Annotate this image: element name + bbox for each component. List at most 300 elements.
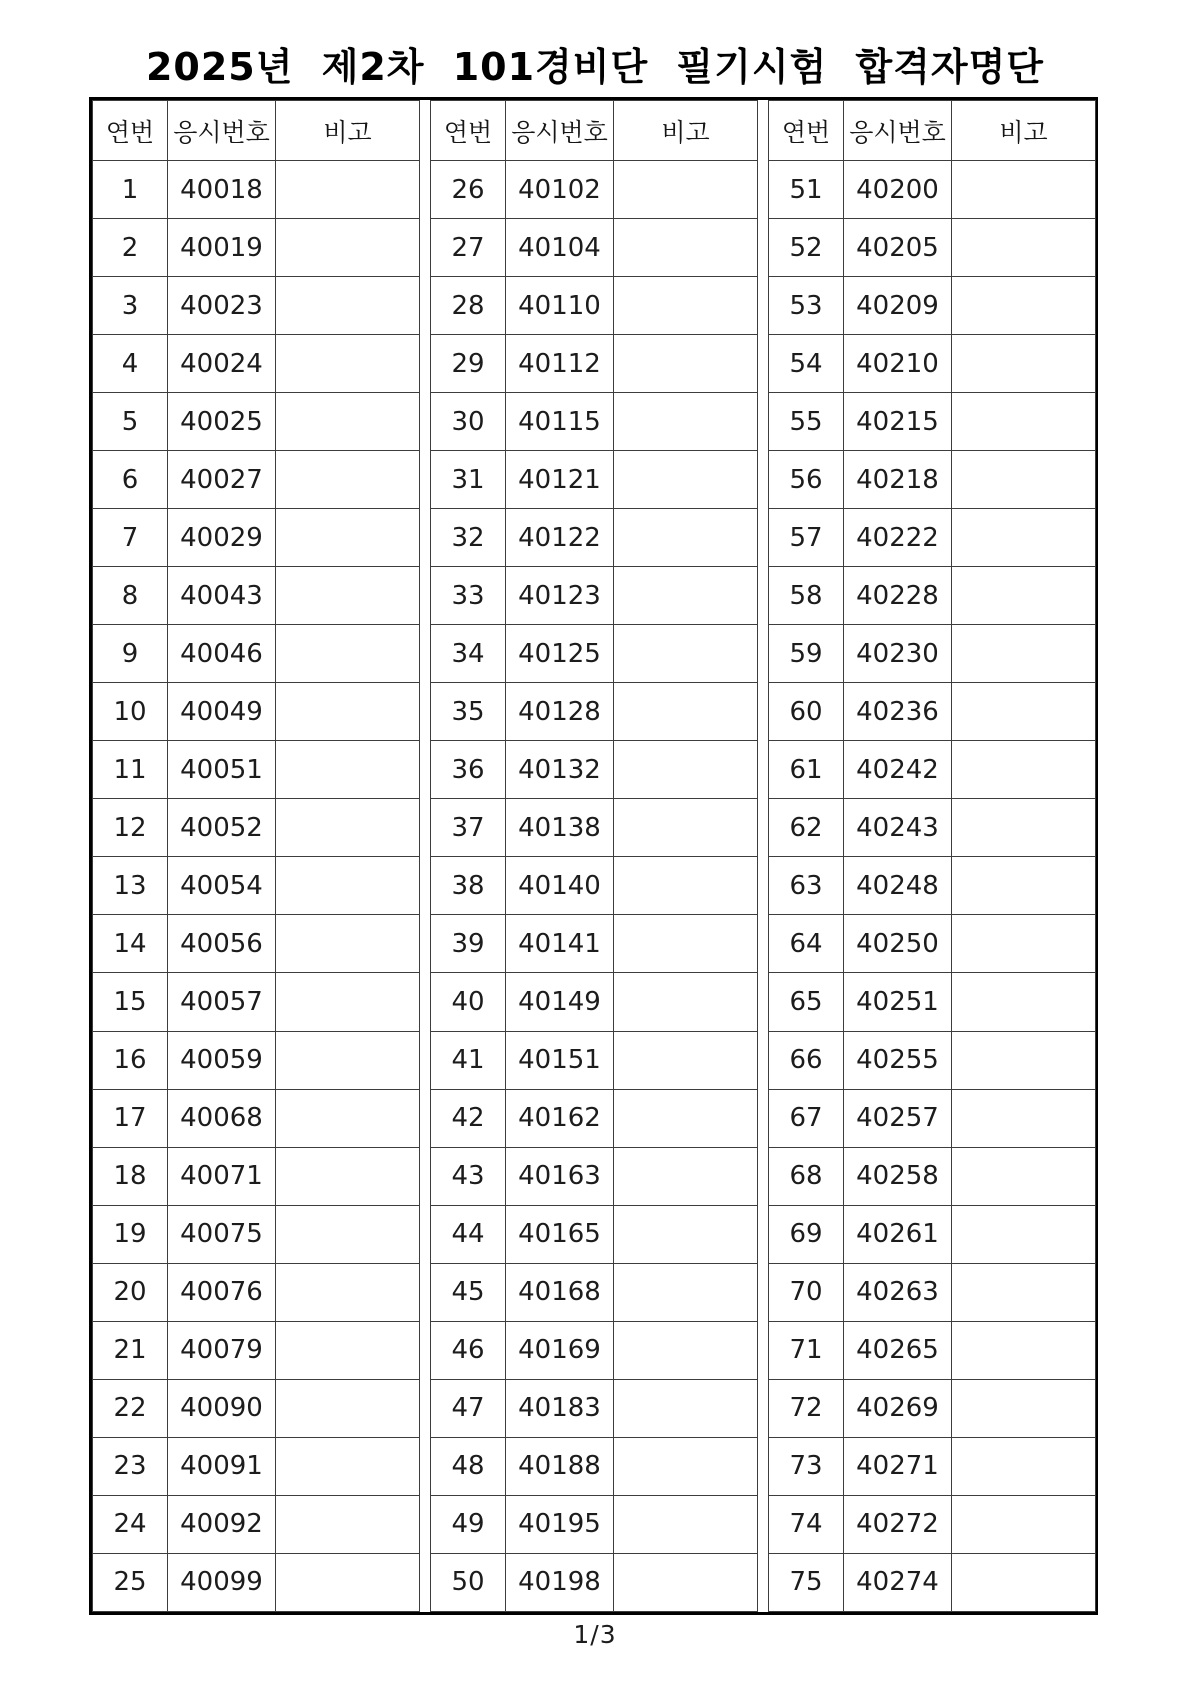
table-row [769,567,1096,625]
remark-cell [276,1263,420,1321]
table-row [431,335,758,393]
remark-cell [952,1553,1096,1611]
serial-cell: 39 [431,915,506,973]
remark-cell [614,1031,758,1089]
exam-number-cell: 40090 [168,1379,276,1437]
exam-number-cell: 40151 [506,1031,614,1089]
remark-cell [952,277,1096,335]
remark-cell [276,683,420,741]
table-row [431,1495,758,1553]
exam-number-cell: 40054 [168,857,276,915]
column-header: 비고 [952,101,1096,161]
exam-number-cell: 40076 [168,1263,276,1321]
remark-cell [952,335,1096,393]
exam-number-cell: 40019 [168,219,276,277]
serial-cell: 42 [431,1089,506,1147]
serial-cell: 57 [769,509,844,567]
table-row [769,335,1096,393]
serial-cell: 37 [431,799,506,857]
table-row [93,335,420,393]
remark-cell [952,1379,1096,1437]
remark-cell [614,1321,758,1379]
exam-number-cell: 40079 [168,1321,276,1379]
serial-cell: 56 [769,451,844,509]
exam-number-cell: 40195 [506,1495,614,1553]
exam-number-cell: 40165 [506,1205,614,1263]
table-row [93,1089,420,1147]
table-row [93,567,420,625]
remark-cell [276,1379,420,1437]
table-row [93,1205,420,1263]
serial-cell: 3 [93,277,168,335]
table-row [769,1379,1096,1437]
page-title: 2025년 제2차 101경비단 필기시험 합격자명단 [145,45,1045,89]
serial-cell: 11 [93,741,168,799]
table-row [769,1147,1096,1205]
exam-number-cell: 40242 [844,741,952,799]
remark-cell [276,1205,420,1263]
table-row [93,219,420,277]
exam-number-cell: 40272 [844,1495,952,1553]
serial-cell: 73 [769,1437,844,1495]
pass-list-group [768,100,1096,1612]
serial-cell: 32 [431,509,506,567]
exam-number-cell: 40274 [844,1553,952,1611]
exam-number-cell: 40257 [844,1089,952,1147]
pass-list-group [92,100,420,1612]
serial-cell: 46 [431,1321,506,1379]
table-row [769,973,1096,1031]
exam-number-cell: 40248 [844,857,952,915]
exam-number-cell: 40261 [844,1205,952,1263]
table-row [431,1553,758,1611]
remark-cell [614,683,758,741]
serial-cell: 19 [93,1205,168,1263]
remark-cell [952,1321,1096,1379]
table-row [431,1437,758,1495]
pass-list-table [89,97,1098,1615]
table-row [431,857,758,915]
exam-number-cell: 40210 [844,335,952,393]
serial-cell: 67 [769,1089,844,1147]
table-row [769,1553,1096,1611]
table-row [93,625,420,683]
table-row [431,625,758,683]
remark-cell [614,857,758,915]
table-row [93,1437,420,1495]
table-row [431,567,758,625]
exam-number-cell: 40128 [506,683,614,741]
table-row [769,509,1096,567]
exam-number-cell: 40049 [168,683,276,741]
table-row [769,1031,1096,1089]
exam-number-cell: 40052 [168,799,276,857]
exam-number-cell: 40271 [844,1437,952,1495]
serial-cell: 10 [93,683,168,741]
exam-number-cell: 40024 [168,335,276,393]
exam-number-cell: 40043 [168,567,276,625]
table-row [769,1321,1096,1379]
table-row [769,451,1096,509]
remark-cell [952,1147,1096,1205]
exam-number-cell: 40123 [506,567,614,625]
exam-number-cell: 40141 [506,915,614,973]
remark-cell [276,1321,420,1379]
table-row [93,509,420,567]
serial-cell: 68 [769,1147,844,1205]
remark-cell [614,1553,758,1611]
serial-cell: 27 [431,219,506,277]
table-row [769,1263,1096,1321]
serial-cell: 1 [93,161,168,219]
remark-cell [614,741,758,799]
remark-cell [276,857,420,915]
table-row [769,857,1096,915]
serial-cell: 60 [769,683,844,741]
table-row [769,1205,1096,1263]
table-row [769,393,1096,451]
remark-cell [276,1031,420,1089]
table-row [93,799,420,857]
exam-number-cell: 40149 [506,973,614,1031]
exam-number-cell: 40169 [506,1321,614,1379]
exam-number-cell: 40243 [844,799,952,857]
remark-cell [614,219,758,277]
remark-cell [276,915,420,973]
column-header: 응시번호 [844,101,952,161]
table-row [431,915,758,973]
remark-cell [614,393,758,451]
remark-cell [276,393,420,451]
exam-number-cell: 40183 [506,1379,614,1437]
remark-cell [614,1379,758,1437]
serial-cell: 8 [93,567,168,625]
remark-cell [276,1553,420,1611]
exam-number-cell: 40198 [506,1553,614,1611]
serial-cell: 48 [431,1437,506,1495]
table-row [93,277,420,335]
remark-cell [276,509,420,567]
table-row [769,741,1096,799]
table-row [93,1031,420,1089]
table-row [93,1263,420,1321]
exam-number-cell: 40230 [844,625,952,683]
serial-cell: 4 [93,335,168,393]
table-row [431,1321,758,1379]
table-row [431,1031,758,1089]
exam-number-cell: 40046 [168,625,276,683]
serial-cell: 31 [431,451,506,509]
table-row [431,683,758,741]
exam-number-cell: 40018 [168,161,276,219]
table-row [431,393,758,451]
remark-cell [614,1495,758,1553]
serial-cell: 70 [769,1263,844,1321]
remark-cell [952,799,1096,857]
exam-number-cell: 40251 [844,973,952,1031]
exam-number-cell: 40121 [506,451,614,509]
serial-cell: 61 [769,741,844,799]
exam-number-cell: 40059 [168,1031,276,1089]
serial-cell: 25 [93,1553,168,1611]
serial-cell: 35 [431,683,506,741]
remark-cell [952,161,1096,219]
exam-number-cell: 40209 [844,277,952,335]
serial-cell: 63 [769,857,844,915]
page-number: 1/3 [573,1620,617,1649]
remark-cell [276,741,420,799]
remark-cell [276,277,420,335]
serial-cell: 64 [769,915,844,973]
serial-cell: 36 [431,741,506,799]
table-row [93,973,420,1031]
serial-cell: 44 [431,1205,506,1263]
table-row [93,393,420,451]
remark-cell [952,393,1096,451]
serial-cell: 2 [93,219,168,277]
table-row [93,1495,420,1553]
exam-number-cell: 40092 [168,1495,276,1553]
serial-cell: 13 [93,857,168,915]
exam-number-cell: 40222 [844,509,952,567]
exam-number-cell: 40056 [168,915,276,973]
remark-cell [952,219,1096,277]
serial-cell: 9 [93,625,168,683]
table-row [769,683,1096,741]
serial-cell: 6 [93,451,168,509]
serial-cell: 15 [93,973,168,1031]
exam-number-cell: 40091 [168,1437,276,1495]
exam-number-cell: 40258 [844,1147,952,1205]
column-header: 비고 [614,101,758,161]
serial-cell: 26 [431,161,506,219]
serial-cell: 30 [431,393,506,451]
remark-cell [614,1147,758,1205]
exam-number-cell: 40023 [168,277,276,335]
remark-cell [952,1031,1096,1089]
exam-number-cell: 40188 [506,1437,614,1495]
remark-cell [952,1089,1096,1147]
exam-number-cell: 40205 [844,219,952,277]
column-header: 응시번호 [506,101,614,161]
serial-cell: 22 [93,1379,168,1437]
table-row [93,1321,420,1379]
table-row [431,277,758,335]
remark-cell [614,1437,758,1495]
table-row [769,1495,1096,1553]
serial-cell: 43 [431,1147,506,1205]
serial-cell: 28 [431,277,506,335]
table-row [769,1437,1096,1495]
serial-cell: 49 [431,1495,506,1553]
remark-cell [614,1263,758,1321]
exam-number-cell: 40099 [168,1553,276,1611]
serial-cell: 47 [431,1379,506,1437]
remark-cell [276,973,420,1031]
exam-number-cell: 40228 [844,567,952,625]
serial-cell: 72 [769,1379,844,1437]
table-row [431,1205,758,1263]
remark-cell [614,1205,758,1263]
remark-cell [614,625,758,683]
remark-cell [952,857,1096,915]
remark-cell [276,625,420,683]
exam-number-cell: 40263 [844,1263,952,1321]
table-row [93,683,420,741]
pass-list-group [430,100,758,1612]
column-header: 연번 [769,101,844,161]
serial-cell: 21 [93,1321,168,1379]
table-row [93,161,420,219]
remark-cell [952,973,1096,1031]
remark-cell [952,1205,1096,1263]
exam-number-cell: 40236 [844,683,952,741]
remark-cell [276,219,420,277]
serial-cell: 7 [93,509,168,567]
exam-number-cell: 40265 [844,1321,952,1379]
serial-cell: 45 [431,1263,506,1321]
serial-cell: 50 [431,1553,506,1611]
exam-number-cell: 40132 [506,741,614,799]
remark-cell [952,567,1096,625]
exam-number-cell: 40162 [506,1089,614,1147]
table-row [93,1379,420,1437]
table-row [769,915,1096,973]
remark-cell [614,277,758,335]
remark-cell [614,335,758,393]
serial-cell: 58 [769,567,844,625]
remark-cell [952,1263,1096,1321]
serial-cell: 59 [769,625,844,683]
remark-cell [614,799,758,857]
exam-number-cell: 40029 [168,509,276,567]
serial-cell: 17 [93,1089,168,1147]
serial-cell: 34 [431,625,506,683]
header-row [93,101,420,161]
table-row [769,799,1096,857]
exam-number-cell: 40163 [506,1147,614,1205]
table-row [431,1263,758,1321]
serial-cell: 55 [769,393,844,451]
serial-cell: 62 [769,799,844,857]
table-row [431,219,758,277]
exam-number-cell: 40110 [506,277,614,335]
serial-cell: 16 [93,1031,168,1089]
table-row [93,1553,420,1611]
remark-cell [276,1089,420,1147]
exam-number-cell: 40125 [506,625,614,683]
column-header: 연번 [431,101,506,161]
exam-number-cell: 40122 [506,509,614,567]
exam-number-cell: 40140 [506,857,614,915]
remark-cell [952,1437,1096,1495]
table-row [431,1089,758,1147]
exam-number-cell: 40075 [168,1205,276,1263]
table-row [431,973,758,1031]
serial-cell: 18 [93,1147,168,1205]
serial-cell: 54 [769,335,844,393]
remark-cell [952,1495,1096,1553]
serial-cell: 20 [93,1263,168,1321]
remark-cell [614,161,758,219]
header-row [769,101,1096,161]
table-row [93,915,420,973]
table-row [769,219,1096,277]
remark-cell [952,451,1096,509]
serial-cell: 33 [431,567,506,625]
exam-number-cell: 40112 [506,335,614,393]
exam-number-cell: 40027 [168,451,276,509]
column-header: 연번 [93,101,168,161]
serial-cell: 53 [769,277,844,335]
remark-cell [614,509,758,567]
remark-cell [952,741,1096,799]
remark-cell [952,915,1096,973]
table-row [431,1147,758,1205]
table-row [431,451,758,509]
serial-cell: 38 [431,857,506,915]
serial-cell: 5 [93,393,168,451]
remark-cell [276,799,420,857]
exam-number-cell: 40051 [168,741,276,799]
serial-cell: 29 [431,335,506,393]
remark-cell [276,1147,420,1205]
remark-cell [276,1437,420,1495]
serial-cell: 12 [93,799,168,857]
serial-cell: 40 [431,973,506,1031]
table-row [769,277,1096,335]
remark-cell [276,335,420,393]
remark-cell [276,1495,420,1553]
table-row [769,1089,1096,1147]
remark-cell [952,683,1096,741]
remark-cell [952,625,1096,683]
table-row [93,1147,420,1205]
remark-cell [614,451,758,509]
table-row [431,741,758,799]
table-row [93,451,420,509]
exam-number-cell: 40068 [168,1089,276,1147]
remark-cell [952,509,1096,567]
exam-number-cell: 40115 [506,393,614,451]
serial-cell: 23 [93,1437,168,1495]
exam-number-cell: 40200 [844,161,952,219]
exam-number-cell: 40025 [168,393,276,451]
table-row [431,1379,758,1437]
exam-number-cell: 40269 [844,1379,952,1437]
table-row [769,161,1096,219]
serial-cell: 65 [769,973,844,1031]
serial-cell: 74 [769,1495,844,1553]
serial-cell: 14 [93,915,168,973]
remark-cell [276,567,420,625]
exam-number-cell: 40168 [506,1263,614,1321]
exam-number-cell: 40250 [844,915,952,973]
serial-cell: 71 [769,1321,844,1379]
table-row [93,741,420,799]
serial-cell: 41 [431,1031,506,1089]
remark-cell [276,161,420,219]
exam-number-cell: 40138 [506,799,614,857]
column-header: 응시번호 [168,101,276,161]
exam-number-cell: 40218 [844,451,952,509]
table-row [431,799,758,857]
exam-number-cell: 40215 [844,393,952,451]
serial-cell: 66 [769,1031,844,1089]
table-row [431,161,758,219]
table-row [431,509,758,567]
exam-number-cell: 40104 [506,219,614,277]
